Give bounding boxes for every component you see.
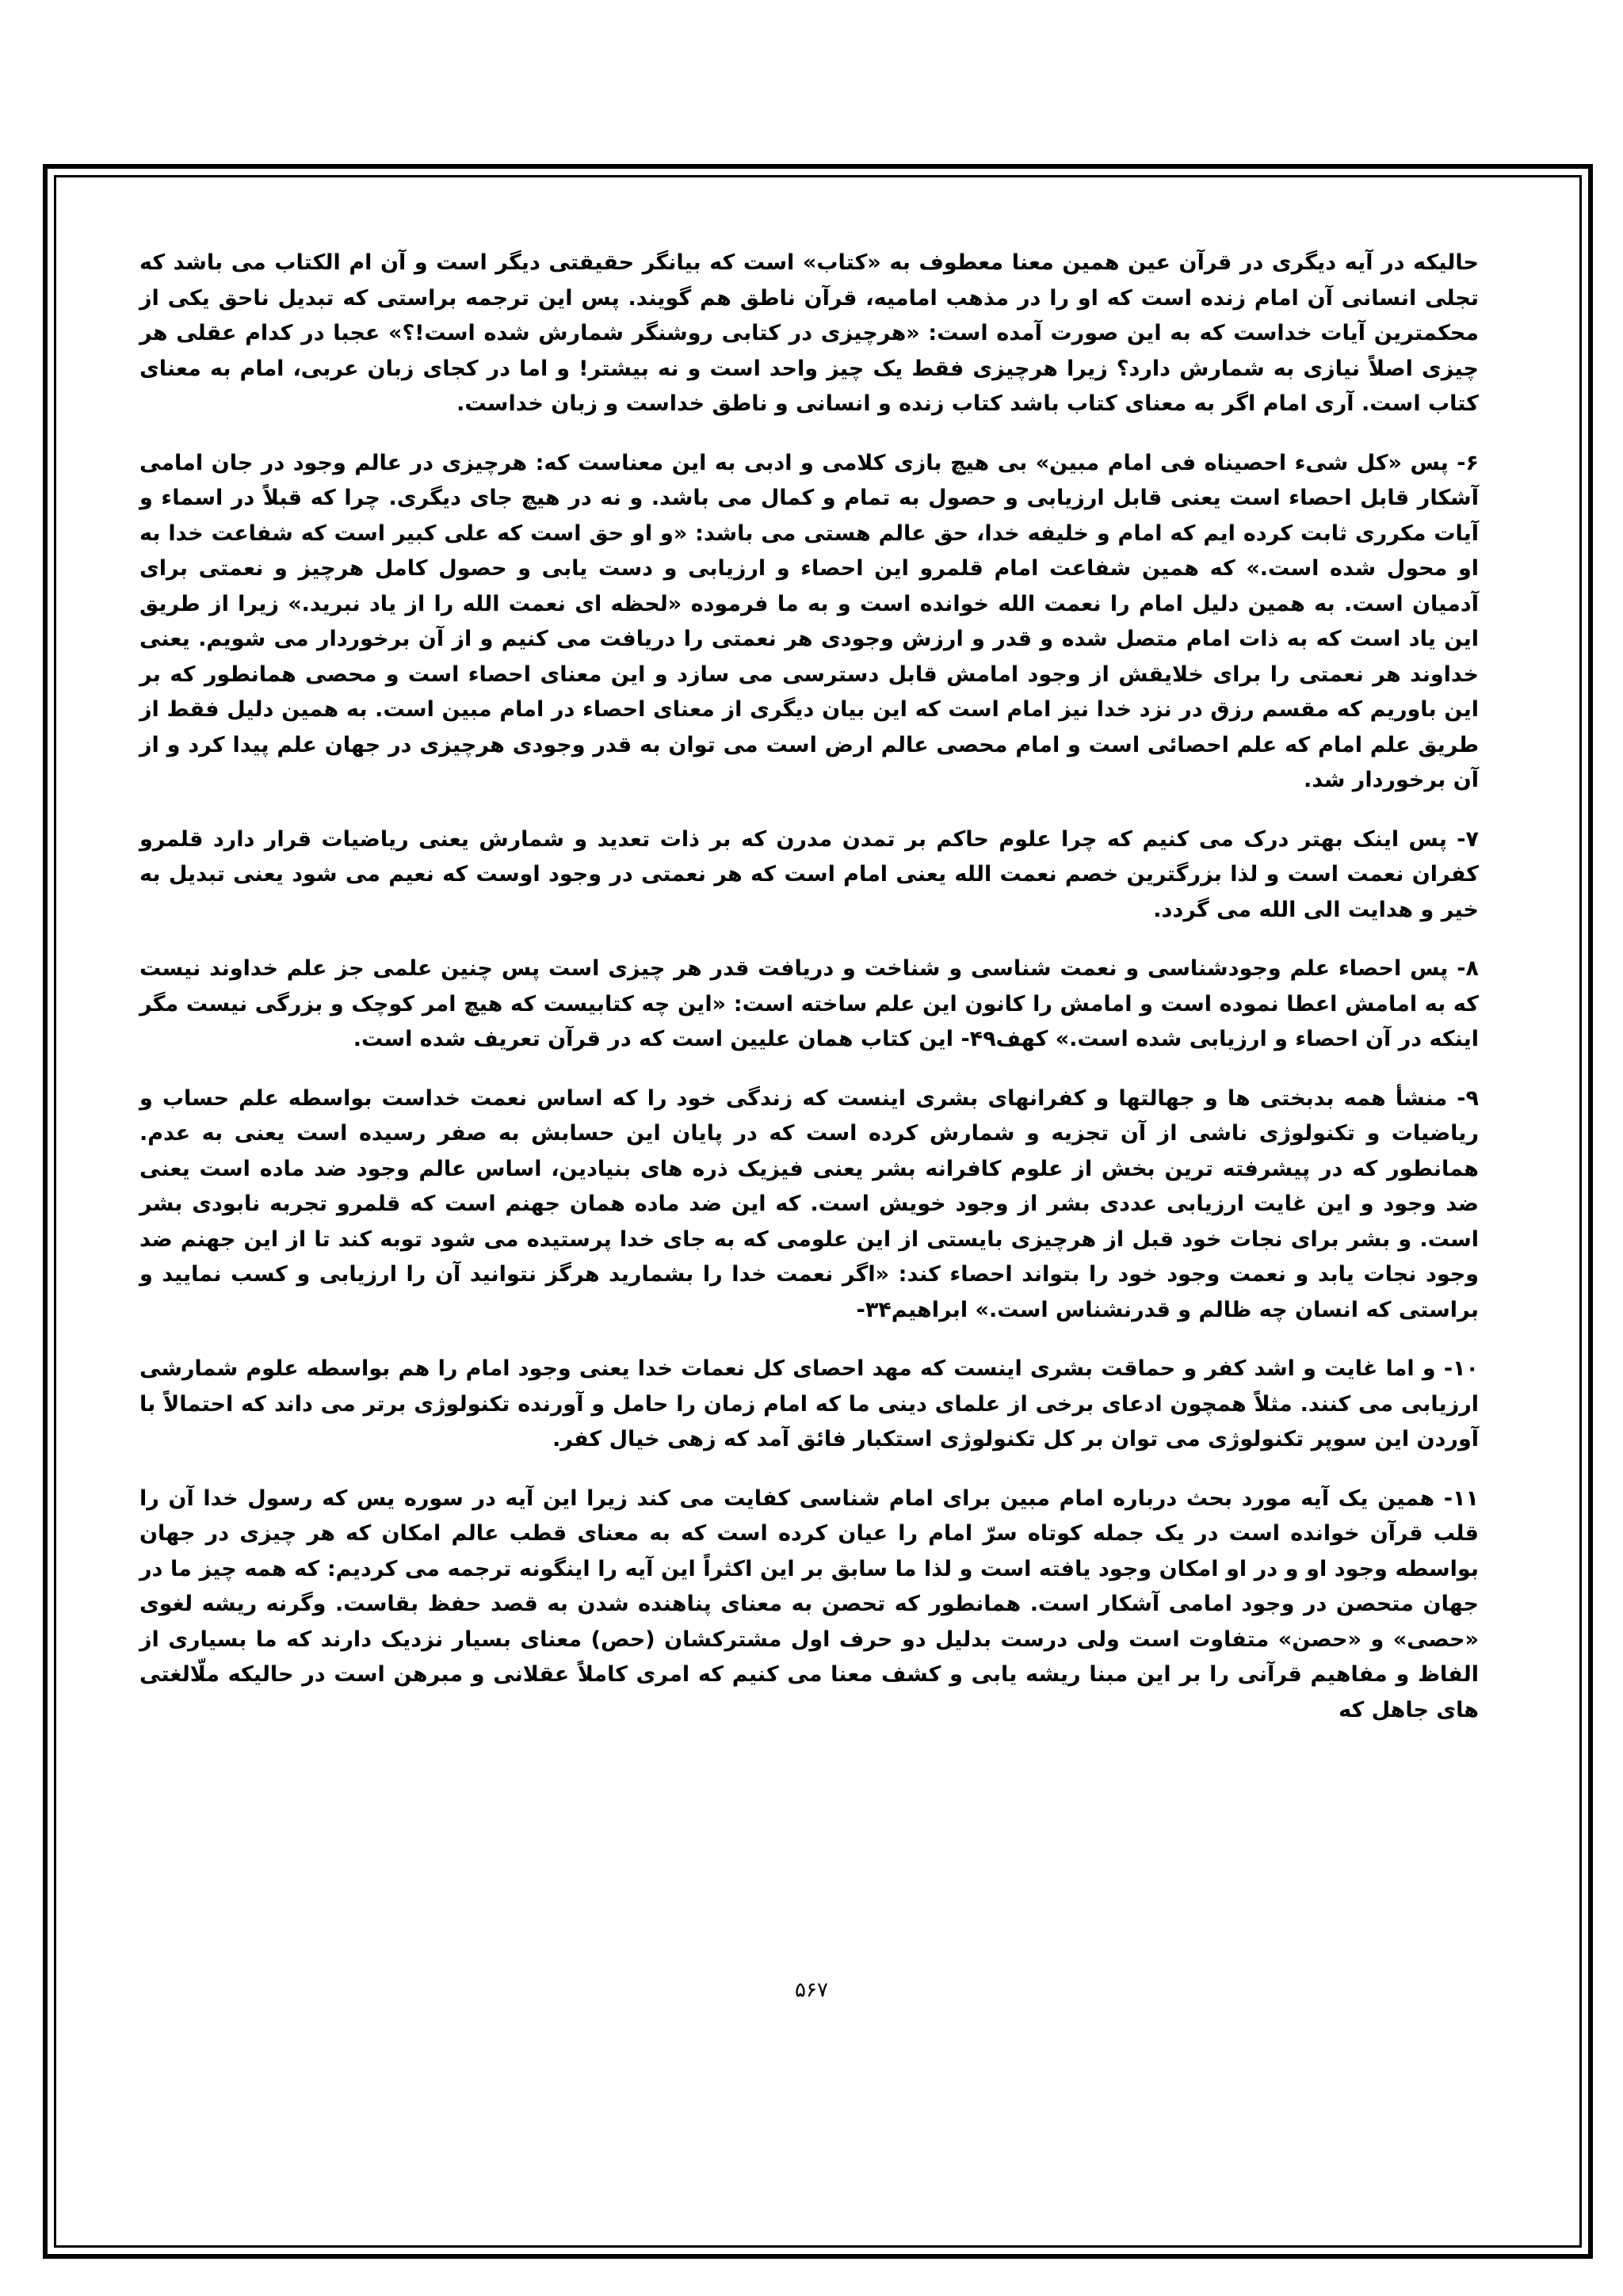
paragraph-10: ۱۰- و اما غایت و اشد کفر و حماقت بشری اینست که مهد احصای کل نعمات خدا یعنی وجود امام را هم بواسطه علوم شمارشی ارزیابی می کنند. مثلاً همچون ادعای برخی از علمای دینی ما که امام زمان را حامل و آورنده تکنولوژی برتر می داند که احتمالاً با آوردن این سوپر تکنولوژی می توان بر کل تکنولوژی استکبار فائق آمد که زهی خیال کفر. — [139, 1356, 1479, 1451]
paragraph-6: ۶- پس «کل شیء احصیناه فی امام مبین» بی هیچ بازی کلامی و ادبی به این معناست که: هرچیزی در عالم وجود در جان امامی آشکار قابل احصاء است یعنی قابل ارزیابی و حصول به تمام و کمال می باشد. و نه در هیچ جای دیگری. چرا که قبلاً در اسماء و آیات مکرری ثابت کرده ایم که امام و خلیفه خدا، حق عالم هستی می باشد: «و او حق است که علی کبیر است که شفاعت خدا به او محول شده است.» که همین شفاعت امام قلمرو این احصاء و ارزیابی و دست یابی و حصول کامل هرچیز و نعمتی برای آدمیان است. به همین دلیل امام را نعمت الله خوانده است و به ما فرموده «لحظه ای نعمت الله را از یاد نبرید.» زیرا از طریق این یاد است که به ذات امام متصل شده و قدر و ارزش وجودی هر نعمتی را دریافت می کنیم و از آن برخوردار می شویم. یعنی خداوند هر نعمتی را برای خلایقش از وجود امامش قابل دسترسی می سازد و این معنای احصاء است و محصی همانطور که بر این باوریم که مقسم رزق در نزد خدا نیز امام است که این بیان دیگری از معنای احصاء در امام مبین است. به همین دلیل فقط از طریق علم امام که علم احصائی است و امام محصی عالم ارض است می توان به قدر وجودی هرچیزی در جهان علم پیدا کرد و از آن برخوردار شد. — [139, 450, 1479, 792]
paragraph-9: ۹- منشأ همه بدبختی ها و جهالتها و کفرانهای بشری اینست که زندگی خود را که اساس نعمت خداست بواسطه علم حساب و ریاضیات و تکنولوژی ناشی از آن تجزیه و شمارش کرده است که در پایان این حسابش به صفر رسیده است یعنی به عدم. همانطور که در پیشرفته ترین بخش از علوم کافرانه بشر یعنی فیزیک ذره های بنیادین، اساس عالم وجود ضد ماده است یعنی ضد وجود و این غایت ارزیابی عددی بشر از وجود خویش است. که این ضد ماده همان جهنم است که قلمرو تجربه نابودی بشر است. و بشر برای نجات خود قبل از هرچیزی بایستی از این علومی که به جای خدا پرستیده می شود توبه کند تا از این جهنم ضد وجود نجات یابد و نعمت وجود خود را بتواند احصاء کند: «اگر نعمت خدا را بشمارید هرگز نتوانید آن را ارزیابی و کسب نمایید و براستی که انسان چه ظالم و قدرنشناس است.» ابراهیم۳۴- — [139, 1085, 1479, 1322]
page-number: ۵۶۷ — [795, 1978, 828, 2002]
paragraph-11: ۱۱- همین یک آیه مورد بحث درباره امام مبین برای امام شناسی کفایت می کند زیرا این آیه در سوره یس که رسول خدا آن را قلب قرآن خوانده است در یک جمله کوتاه سرّ امام را عیان کرده است که به معنای قطب عالم امکان که هر چیزی در جهان بواسطه وجود او و در او امکان وجود یافته است و لذا ما سابق بر این اکثراً این آیه را اینگونه ترجمه می کردیم: که همه چیز ما در جهان متحصن در وجود امامی آشکار است. همانطور که تحصن به معنای پناهنده شدن به قصد حفظ بقاست. وگرنه ریشه لغوی «حصی» و «حصن» متفاوت است ولی درست بدلیل دو حرف اول مشترکشان (حص) معنای بسیار نزدیک دارند که ما بسیاری از الفاظ و مفاهیم قرآنی را بر این مبنا ریشه یابی و کشف معنا می کنیم که امری کاملاً عقلانی و مبرهن است در حالیکه ملّالغتی های جاهل که — [139, 1486, 1479, 1722]
page-body — [139, 246, 1479, 1752]
paragraph-8: ۸- پس احصاء علم وجودشناسی و نعمت شناسی و شناخت و دریافت قدر هر چیزی است پس چنین علمی جز علم خداوند نیست که به امامش اعطا نموده است و امامش را کانون این علم ساخته است: «این چه کتابیست که هیچ امر کوچک و بزرگی نیست مگر اینکه در آن احصاء و ارزیابی شده است.» کهف۴۹- این کتاب همان علیین است که در قرآن تعریف شده است. — [139, 956, 1479, 1051]
paragraph-7: ۷- پس اینک بهتر درک می کنیم که چرا علوم حاکم بر تمدن مدرن که بر ذات تعدید و شمارش یعنی ریاضیات قرار دارد قلمرو کفران نعمت است و لذا بزرگترین خصم نعمت الله یعنی امام است که هر نعمتی در وجود اوست که نعیم می شود یعنی تبدیل به خیر و هدایت الی الله می گردد. — [139, 826, 1479, 922]
paragraph-intro: حالیکه در آیه دیگری در قرآن عین همین معنا معطوف به «کتاب» است که بیانگر حقیقتی دیگر است و آن ام الکتاب می باشد که تجلی انسانی آن امام زنده است که او را در مذهب امامیه، قرآن ناطق هم گویند. پس این ترجمه براستی که تبدیل ناحق یکی از محکمترین آیات خداست که به این صورت آمده است: «هرچیزی در کتابی روشنگر شمارش شده است!؟» عجبا در کدام عقلی هر چیزی اصلاً نیازی به شمارش دارد؟ زیرا هرچیزی فقط یک چیز واحد است و نه بیشتر! و اما در کجای زبان عربی، امام به معنای کتاب است. آری امام اگر به معنای کتاب باشد کتاب زنده و انسانی و ناطق خداست و زبان خداست. — [139, 250, 1479, 416]
